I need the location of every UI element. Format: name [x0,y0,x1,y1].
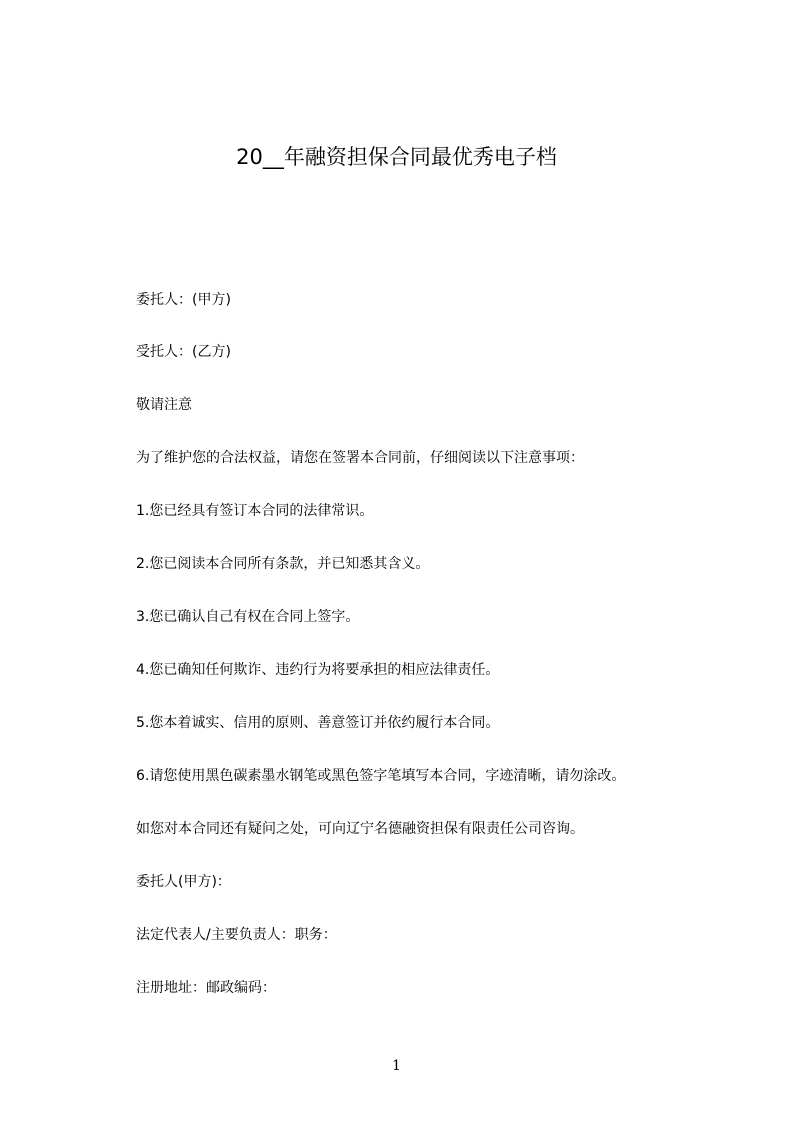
paragraph-trustee: 受托人：(乙方) [136,344,231,360]
paragraph-item-6: 6.请您使用黑色碳素墨水钢笔或黑色签字笔填写本合同，字迹清晰，请勿涂改。 [136,768,626,784]
paragraph-client-party: 委托人(甲方)： [136,874,231,890]
paragraph-client: 委托人：(甲方) [136,292,231,308]
paragraph-intro: 为了维护您的合法权益，请您在签署本合同前，仔细阅读以下注意事项： [136,450,584,466]
page-number: 1 [392,1058,401,1074]
paragraph-item-2: 2.您已阅读本合同所有条款，并已知悉其含义。 [136,556,430,572]
paragraph-item-1: 1.您已经具有签订本合同的法律常识。 [136,503,374,519]
paragraph-legal-representative: 法定代表人/主要负责人：职务： [136,927,337,943]
paragraph-item-3: 3.您已确认自己有权在合同上签字。 [136,609,360,625]
paragraph-notice-heading: 敬请注意 [136,397,192,413]
paragraph-inquiry: 如您对本合同还有疑问之处，可向辽宁名德融资担保有限责任公司咨询。 [136,821,584,837]
document-title: 20__年融资担保合同最优秀电子档 [236,145,557,169]
paragraph-item-4: 4.您已确知任何欺诈、违约行为将要承担的相应法律责任。 [136,662,500,678]
paragraph-registered-address: 注册地址：邮政编码： [136,980,276,996]
paragraph-item-5: 5.您本着诚实、信用的原则、善意签订并依约履行本合同。 [136,715,500,731]
